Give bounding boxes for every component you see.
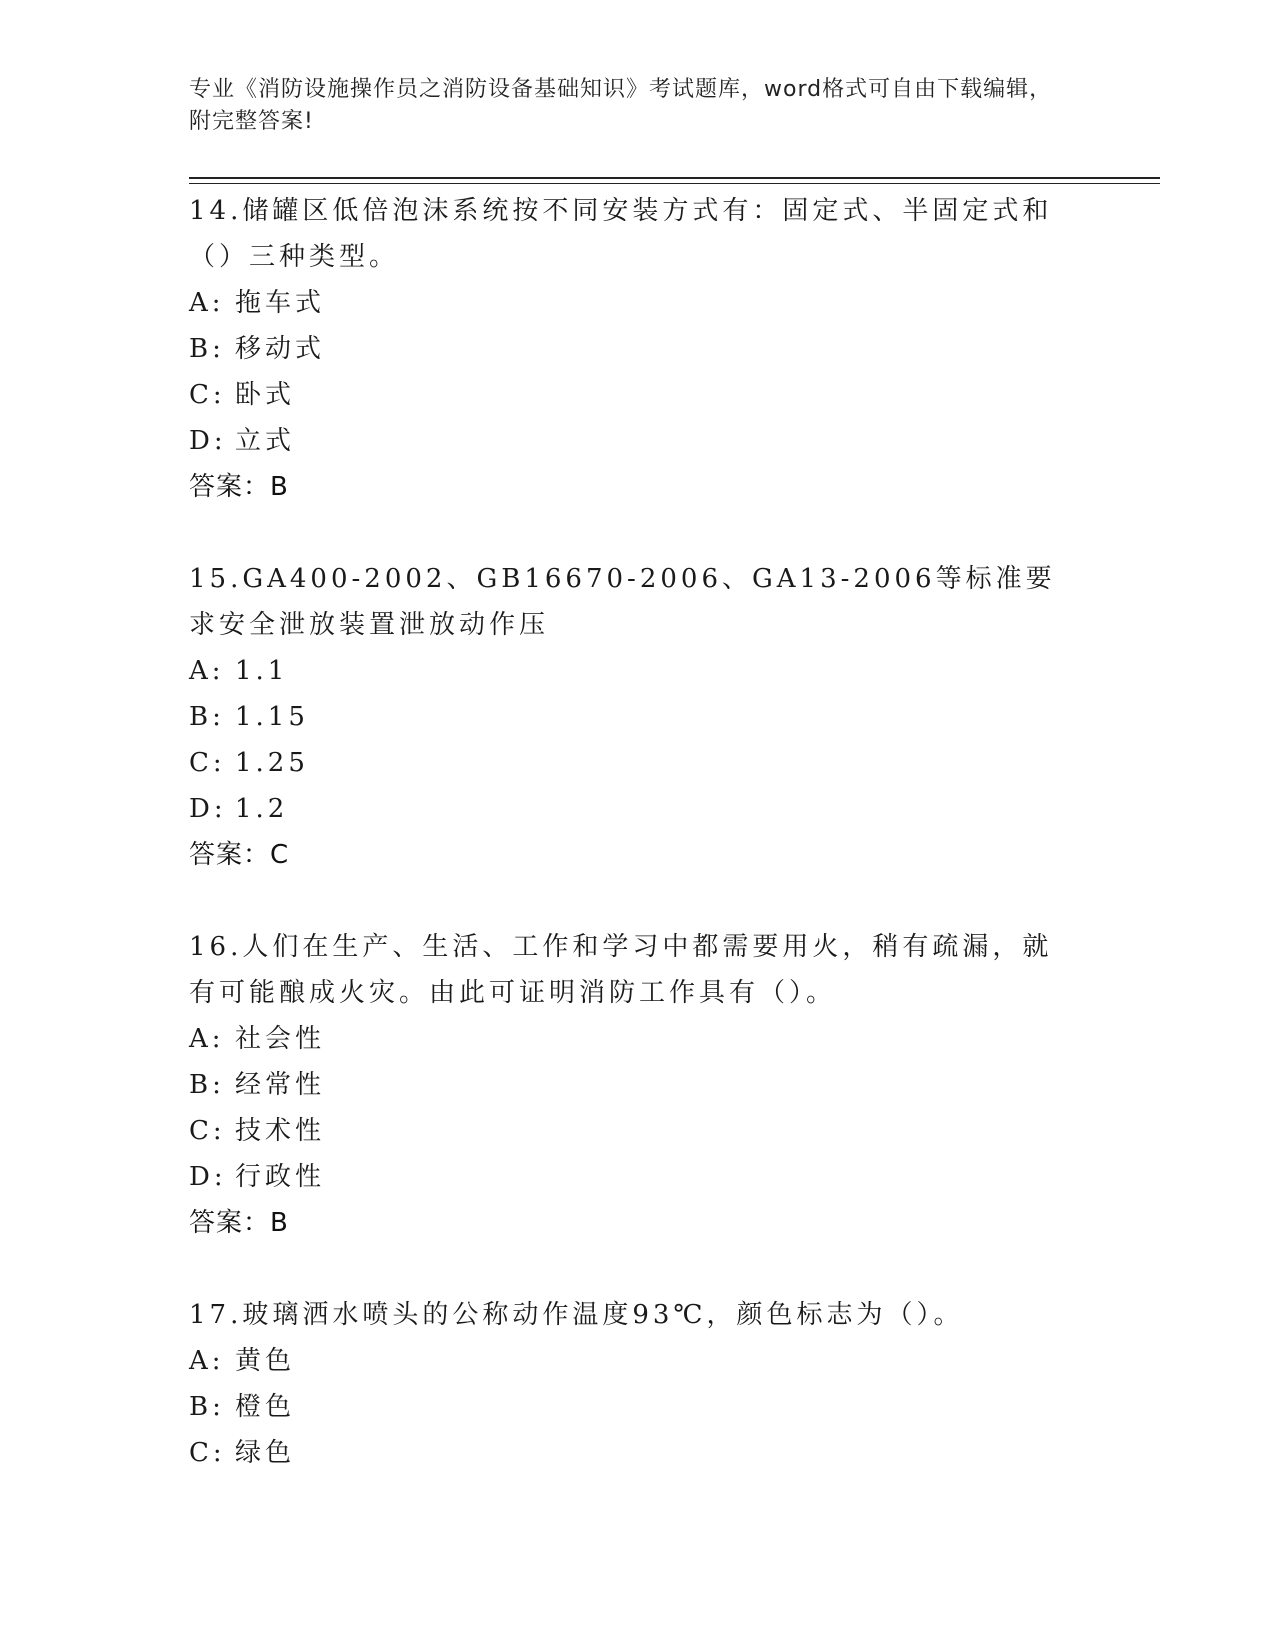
option-c [189,1430,1089,1476]
option-text: 1.2 [235,794,289,824]
option-key: D: [189,794,227,824]
option-key: A: [189,1346,225,1376]
option-b [189,326,1089,372]
option-a [189,1016,1089,1062]
document-header: 专业《消防设施操作员之消防设备基础知识》考试题库，word格式可自由下载编辑，附完整答案! [189,77,1053,134]
question-15 [189,556,1089,878]
option-key: A: [189,288,225,318]
question-14 [189,188,1089,510]
option-key: B: [189,1070,225,1100]
question-stem: 15.GA400-2002、GB16670-2006、GA13-2006等标准要求安全泄放装置泄放动作压 [189,564,1056,640]
question-stem: 16.人们在生产、生活、工作和学习中都需要用火，稍有疏漏，就有可能酿成火灾。由此可证明消防工作具有（）。 [189,932,1053,1008]
option-b [189,694,1089,740]
option-key: B: [189,334,225,364]
option-text: 1.1 [235,656,289,686]
option-key: C: [189,748,226,778]
header-divider-thick [189,177,1160,179]
option-text: 立式 [235,426,296,456]
option-text: 1.25 [235,748,309,778]
option-key: A: [189,656,225,686]
option-text: 橙色 [235,1392,296,1422]
option-a [189,648,1089,694]
option-b [189,1062,1089,1108]
option-key: B: [189,1392,225,1422]
question-17 [189,1292,1089,1476]
option-c [189,372,1089,418]
question-stem: 14.储罐区低倍泡沫系统按不同安装方式有：固定式、半固定式和（）三种类型。 [189,196,1053,272]
option-text: 绿色 [235,1438,296,1468]
option-a [189,280,1089,326]
option-text: 经常性 [235,1070,326,1100]
header-divider-thin [189,183,1160,184]
option-c [189,740,1089,786]
question-stem: 17.玻璃洒水喷头的公称动作温度93℃，颜色标志为（）。 [189,1300,964,1330]
answer-line: 答案：C [189,840,290,870]
option-text: 社会性 [235,1024,326,1054]
option-text: 行政性 [235,1162,326,1192]
option-key: D: [189,1162,227,1192]
question-list [189,188,1089,1522]
option-key: A: [189,1024,225,1054]
option-text: 技术性 [235,1116,326,1146]
option-d [189,1154,1089,1200]
question-16 [189,924,1089,1246]
option-a [189,1338,1089,1384]
option-d [189,418,1089,464]
option-c [189,1108,1089,1154]
option-text: 卧式 [235,380,296,410]
option-text: 1.15 [235,702,309,732]
option-text: 黄色 [235,1346,296,1376]
option-text: 拖车式 [235,288,326,318]
option-key: C: [189,1438,226,1468]
option-key: B: [189,702,225,732]
option-text: 移动式 [235,334,326,364]
option-key: C: [189,1116,226,1146]
answer-line: 答案：B [189,1208,289,1238]
answer-line: 答案：B [189,472,289,502]
option-key: D: [189,426,227,456]
option-d [189,786,1089,832]
option-key: C: [189,380,226,410]
option-b [189,1384,1089,1430]
